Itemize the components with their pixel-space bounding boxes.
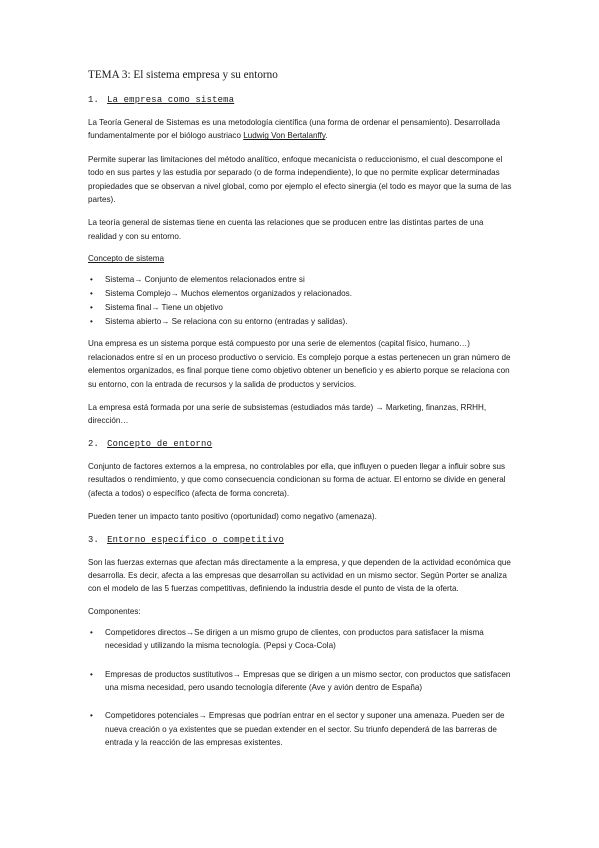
section-2-heading <box>88 438 513 450</box>
list-item: • Empresas de productos sustitutivos→ Empresas que se dirigen a un mismo sector, con productos que satisfacen una misma necesidad, pero usando tecnología diferente (Ave y avión dentro de España) <box>88 668 513 695</box>
section-2-number: 2. <box>88 438 100 449</box>
section-1-paragraph-2: Permite superar las limitaciones del método analítico, enfoque mecanicista o reduccionismo, el cual descompone el todo en sus partes y las estudia por separado (o de forma independiente), lo que no permite explicar determinadas propiedades que se observan a nivel global, como por ejemplo el efecto sinergia (el todo es mayor que la suma de las partes). <box>88 154 512 205</box>
section-1-number: 1. <box>88 95 100 105</box>
section-1-paragraph-3: La teoría general de sistemas tiene en cuenta las relaciones que se producen entre las distintas partes de una realidad y con su entorno. <box>88 218 484 241</box>
section-3-paragraph-1: Son las fuerzas externas que afectan más directamente a la empresa, y que dependen de la actividad económica que desarrolla. Es decir, afecta a las empresas que desarrollan su actividad en un mismo sector. Según Porter se analiza con el modelo de las 5 fuerzas competitivas, definiendo la industria desde el punto de vista de la oferta. <box>88 557 511 594</box>
paragraph-text-end: . <box>325 131 328 141</box>
section-2-paragraph-2: Pueden tener un impacto tanto positivo (oportunidad) como negativo (amenaza). <box>88 512 377 522</box>
list-item: • Competidores directos→Se dirigen a un mismo grupo de clientes, con productos para satisfacer la misma necesidad y utilizando la misma tecnología. (Pepsi y Coca-Cola) <box>88 626 513 653</box>
section-1-paragraph-4: Una empresa es un sistema porque está compuesto por una serie de elementos (capital físico, humano…) relacionados entre sí en un proceso productivo o servicio. Es complejo porque a estas pertenecen un gran número de elementos organizados, es final porque tiene como objetivo obtener un beneficio y es abierto porque se relaciona con su entorno, con la entrada de recursos y la salida de productos y servicios. <box>88 339 511 389</box>
document-title: TEMA 3: El sistema empresa y su entorno <box>88 69 278 81</box>
section-1-paragraph-5: La empresa está formada por una serie de subsistemas (estudiados más tarde) → Marketing, finanzas, RRHH, dirección… <box>88 403 487 426</box>
section-1-heading <box>88 94 513 106</box>
author-name-underlined: Ludwig Von Bertalanffy <box>243 131 326 141</box>
list-item: • Sistema Complejo→ Muchos elementos organizados y relacionados. <box>88 287 513 301</box>
section-3-heading <box>88 534 513 546</box>
section-3-number: 3. <box>88 534 100 545</box>
list-item: • Competidores potenciales→ Empresas que podrían entrar en el sector y suponer una amenaza. Pueden ser de nueva creación o ya existentes que se puedan extender en el sector. Su triunfo dependerá de las barreras de entrada y la reacción de las empresas existentes. <box>88 709 513 749</box>
list-item: • Sistema abierto→ Se relaciona con su entorno (entradas y salidas). <box>88 315 513 329</box>
list-item: • Sistema final→ Tiene un objetivo <box>88 301 513 315</box>
list-item: • Sistema→ Conjunto de elementos relacionados entre si <box>88 273 513 287</box>
system-types-list <box>88 273 513 328</box>
competitors-list <box>88 626 513 750</box>
concept-subheading: Concepto de sistema <box>88 254 165 264</box>
section-2-paragraph-1: Conjunto de factores externos a la empresa, no controlables por ella, que influyen o pueden llegar a influir sobre sus resultados o rendimiento, y que como consecuencia condicionan su forma de actuar. El entorno se divide en general (afecta a todos) o específico (afecta de forma concreta). <box>88 461 506 498</box>
paragraph-text: La Teoría General de Sistemas es una metodología científica (una forma de ordenar el pensamiento). Desarrollada fundamentalmente por el biólogo austriaco <box>88 118 500 141</box>
section-3-title: Entorno específico o competitivo <box>107 534 284 545</box>
section-1-title: La empresa como sistema <box>107 95 235 105</box>
components-subheading: Componentes: <box>88 606 141 616</box>
section-2-title: Concepto de entorno <box>107 438 213 449</box>
section-1-paragraph-1 <box>88 116 513 143</box>
document-body <box>88 68 513 765</box>
